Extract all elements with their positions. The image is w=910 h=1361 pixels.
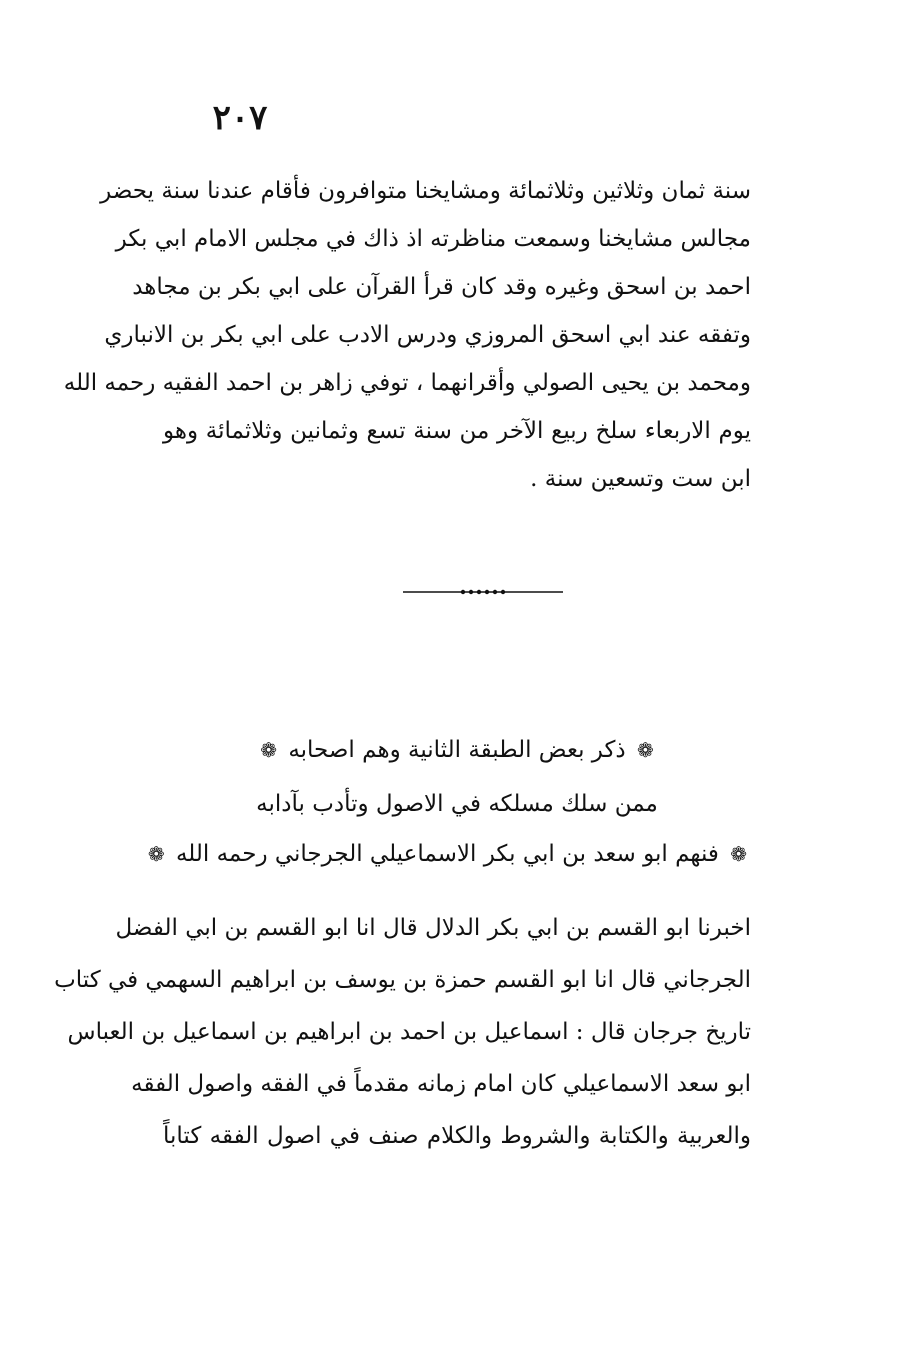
text-line: احمد بن اسحق وغيره وقد كان قرأ القرآن على ابي بكر بن مجاهد [132, 274, 751, 300]
text-line: الجرجاني قال انا ابو القسم حمزة بن يوسف بن ابراهيم السهمي في كتاب [54, 967, 751, 993]
text-line: ابو سعد الاسماعيلي كان امام زمانه مقدماً في الفقه واصول الفقه [131, 1071, 751, 1097]
section-heading-line2 [163, 778, 751, 830]
text-line: تاريخ جرجان قال : اسماعيل بن احمد بن ابراهيم بن اسماعيل بن العباس [67, 1019, 751, 1045]
text-line: سنة ثمان وثلاثين وثلاثمائة ومشايخنا متوافرون فأقام عندنا سنة يحضر [100, 178, 751, 204]
ornament-icon: ❁ [260, 738, 277, 762]
ornament-icon: ❁ [730, 842, 747, 866]
heading-text: فنهم ابو سعد بن ابي بكر الاسماعيلي الجرجاني رحمه الله [175, 841, 719, 867]
heading-text: ذكر بعض الطبقة الثانية وهم اصحابه [288, 737, 626, 763]
text-line: والعربية والكتابة والشروط والكلام صنف في اصول الفقه كتاباً [163, 1123, 751, 1149]
ornament-icon: ❁ [636, 738, 654, 762]
text-line: وتفقه عند ابي اسحق المروزي ودرس الادب على ابي بكر بن الانباري [104, 322, 751, 348]
text-line: ومحمد بن يحيى الصولي وأقرانهما ، توفي زاهر بن احمد الفقيه رحمه الله [63, 370, 751, 396]
heading-text: ممن سلك مسلكه في الاصول وتأدب بآدابه [256, 791, 658, 817]
text-line: مجالس مشايخنا وسمعت مناظرته اذ ذاك في مجلس الامام ابي بكر [115, 226, 751, 252]
page-number: ٢٠٧ [212, 98, 268, 138]
text-line: ابن ست وتسعين سنة . [530, 466, 751, 492]
text-line: اخبرنا ابو القسم بن ابي بكر الدلال قال انا ابو القسم بن ابي الفضل [115, 915, 751, 941]
section-heading-line1 [163, 724, 751, 776]
top-paragraph [63, 167, 751, 503]
text-line: يوم الاربعاء سلخ ربيع الآخر من سنة تسع وثمانين وثلاثمائة وهو [163, 418, 751, 444]
bottom-paragraph [54, 902, 751, 1162]
section-heading-line3 [147, 828, 751, 880]
ornament-icon: ❁ [147, 842, 165, 866]
section-divider [403, 589, 563, 595]
